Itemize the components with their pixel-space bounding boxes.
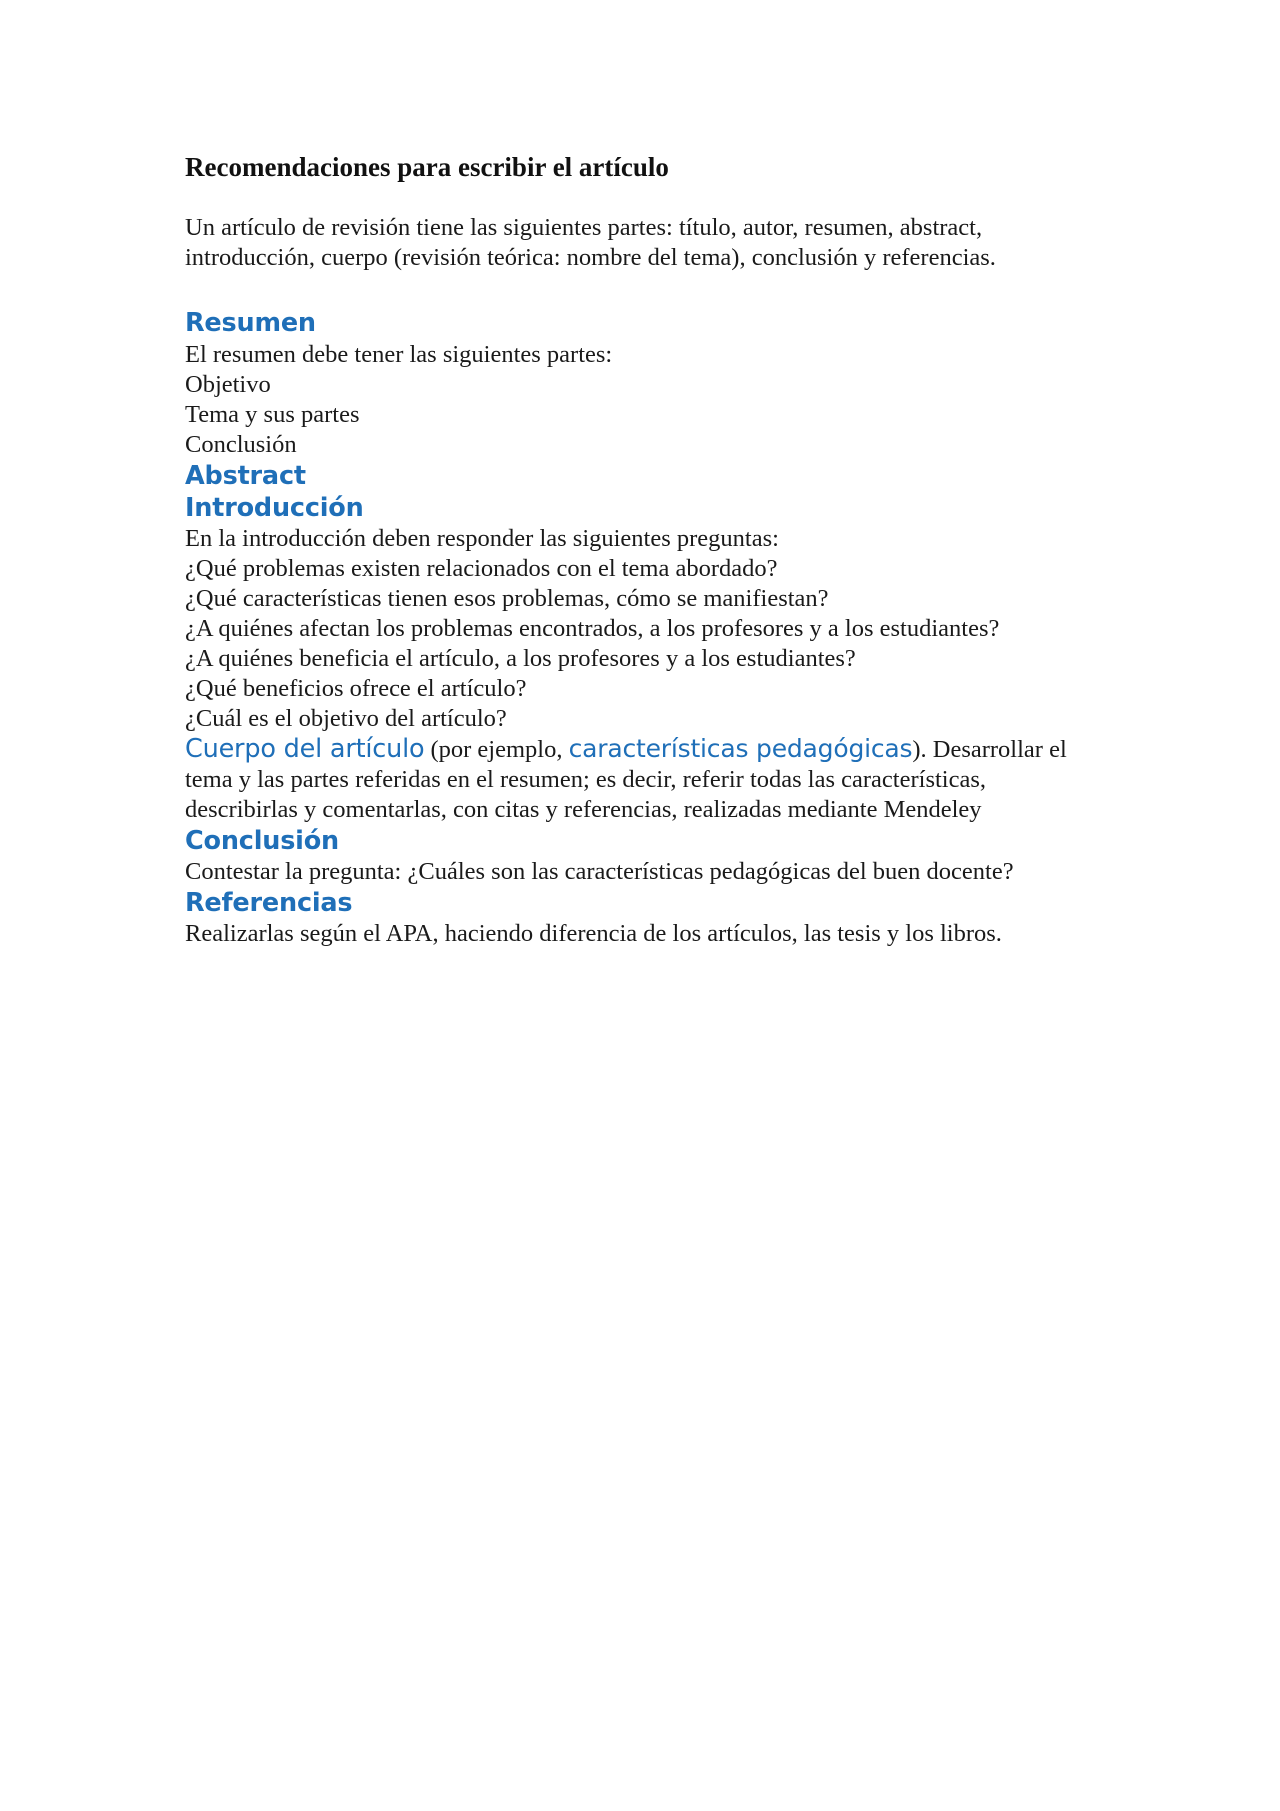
heading-abstract: Abstract [185, 461, 306, 491]
cuerpo-paren-open: (por ejemplo, [424, 736, 569, 763]
document-title: Recomendaciones para escribir el artículo [185, 152, 669, 182]
resumen-item: Tema y sus partes [185, 401, 360, 428]
cuerpo-rest: ). Desarrollar el tema y las partes referidas en el resumen; es decir, referir todas las características, describirlas y comentarlas, con citas y referencias, realizadas mediante Mendeley [185, 736, 1067, 823]
cuerpo-example-link: características pedagógicas [568, 734, 913, 763]
heading-referencias: Referencias [185, 888, 353, 918]
referencias-text: Realizarlas según el APA, haciendo diferencia de los artículos, las tesis y los libros. [185, 920, 1002, 947]
heading-resumen: Resumen [185, 308, 316, 338]
resumen-lead: El resumen debe tener las siguientes partes: [185, 341, 613, 368]
introduccion-question: ¿Qué características tienen esos problemas, cómo se manifiestan? [185, 585, 829, 612]
heading-cuerpo: Cuerpo del artículo [185, 734, 425, 764]
resumen-item: Conclusión [185, 431, 297, 458]
conclusion-text: Contestar la pregunta: ¿Cuáles son las características pedagógicas del buen docente? [185, 858, 1014, 885]
introduccion-question: ¿Cuál es el objetivo del artículo? [185, 705, 507, 732]
cuerpo-paragraph [185, 734, 1095, 825]
introduccion-question: ¿A quiénes afectan los problemas encontrados, a los profesores y a los estudiantes? [185, 615, 1000, 642]
intro-paragraph: Un artículo de revisión tiene las siguientes partes: título, autor, resumen, abstract, introducción, cuerpo (revisión teórica: nombre del tema), conclusión y referencias. [185, 214, 996, 271]
introduccion-question: ¿Qué beneficios ofrece el artículo? [185, 675, 527, 702]
introduccion-lead: En la introducción deben responder las siguientes preguntas: [185, 525, 779, 552]
introduccion-question: ¿Qué problemas existen relacionados con el tema abordado? [185, 555, 778, 582]
resumen-item: Objetivo [185, 371, 271, 398]
document-content [185, 150, 1095, 949]
heading-conclusion: Conclusión [185, 826, 339, 856]
introduccion-question: ¿A quiénes beneficia el artículo, a los profesores y a los estudiantes? [185, 645, 856, 672]
heading-introduccion: Introducción [185, 493, 364, 523]
